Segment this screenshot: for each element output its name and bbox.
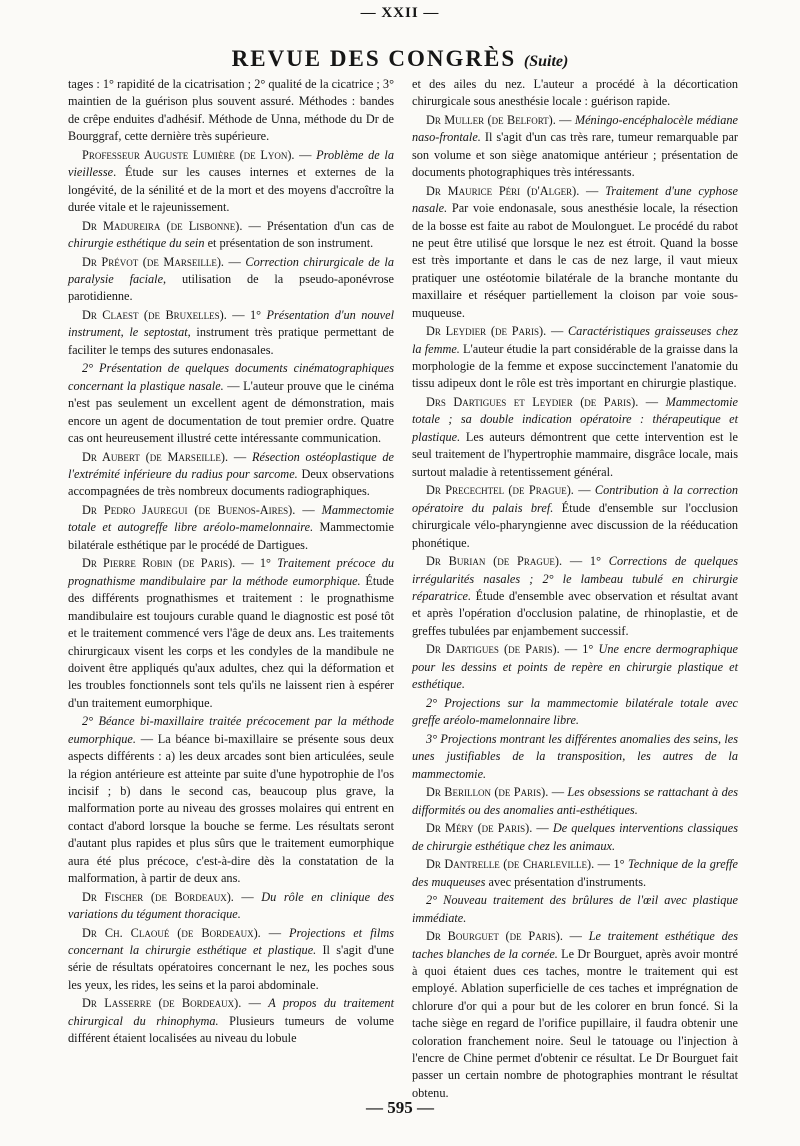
entry-text: et des ailes du nez. L'auteur a procédé à la décortication chirurgicale sous anesthésie locale : guérison rapide. [412,77,738,109]
entry-title: A propos du traitement chirurgical du rhinophyma. [68,996,394,1028]
left-column [68,76,394,1049]
entry-author: Dr Leydier (de Paris). — [426,324,568,339]
congress-entry [68,555,394,712]
entry-text: Plusieurs tumeurs de volume différent étaient localisées au niveau du lobule [68,1013,395,1046]
entry-text: Deux observations accompagnées de très nombreux documents radiographiques. [68,467,394,499]
congress-entry [412,76,738,111]
congress-entry [412,394,738,481]
entry-text: Présentation d'un cas de [266,218,394,233]
entry-title: Présentation d'un nouvel instrument, le septostat, [68,308,394,340]
entry-author: Dr Dartigues (de Paris). — 1° [426,642,599,657]
congress-entry [412,892,738,927]
entry-author: Dr Dantrelle (de Charleville). — 1° [426,857,629,872]
entry-text: tages : 1° rapidité de la cicatrisation ; 2° qualité de la cicatrice ; 3° maintien de la guérison plus souvent assuré. Méthodes : bandes de crêpe enduites d'adhésif. Méthode de Unna, méthode du Dr de Bourggraf, cette dernière très supérieure. [68,77,394,144]
entry-title: Traitement précoce du prognathisme mandibulaire par la méthode eumorphique. [68,556,394,588]
entry-author: Dr Aubert (de Marseille). — [82,449,252,464]
congress-entry [412,641,738,693]
entry-author: Drs Dartigues et Leydier (de Paris). — [426,395,666,410]
congress-entry [412,856,738,891]
congress-entry [68,502,394,554]
entry-title: De quelques interventions classiques de chirurgie esthétique chez les animaux. [412,821,738,853]
entry-author: Dr Precechtel (de Prague). — [426,483,595,498]
congress-entry [68,713,394,887]
entry-text: Mammectomie bilatérale esthétique par le procédé de Dartigues. [68,520,394,552]
entry-author: Dr Maurice Péri (d'Alger). — [426,183,606,198]
congress-entry [68,307,394,359]
page-title [0,45,800,76]
entry-title: Caractéristiques graisseuses chez la femme. [412,324,738,356]
entry-title: Problème de la vieillesse [68,147,394,180]
entry-author: Dr Pedro Jauregui (de Buenos-Aires). — [82,503,322,518]
congress-entry [412,820,738,855]
congress-entry [68,925,394,995]
congress-entry [68,889,394,924]
entry-author: Dr Claest (de Bruxelles). — 1° [82,308,267,323]
congress-entry [68,218,394,253]
entry-title: Une encre dermographique pour les dessins et points de repère en chirurgie plastique et esthétique. [412,642,738,692]
entry-text: instrument très pratique permettant de faciliter le temps des sutures endonasales. [68,325,395,357]
entry-text: , utilisation de la pseudo-aponévrose parotidienne. [68,272,394,304]
entry-text: avec présentation d'instruments. [485,874,647,889]
entry-title: 2° Nouveau traitement des brûlures de l'œil avec plastique immédiate. [412,893,738,925]
section-number: — XXII — [360,5,440,21]
entry-title: Méningo-encéphalocèle médiane naso-frontale. [412,113,738,145]
entry-text: Les auteurs démontrent que cette intervention est le seul traitement de l'hypertrophie mammaire, disgrâce locale, mais surtout maladie à retentissement général. [412,429,738,479]
entry-title: Traitement d'une cyphose nasale. [412,183,738,216]
entry-title: Du rôle en clinique des variations du tégument thoracique. [68,889,394,921]
congress-entry [68,995,394,1047]
entry-text: Il s'agit d'une série de résultats opératoires concernant le nez, les poches sous les yeux, les rides, les seins et la paroi abdominale. [68,942,394,992]
congress-entry [412,784,738,819]
entry-author: Professeur Auguste Lumière (de Lyon). — [82,147,317,162]
entry-title: Mammectomie totale ; sa double indication opératoire : thérapeutique et plastique. [412,395,738,444]
entry-text: — L'auteur prouve que le cinéma n'est pas seulement un excellent agent de démonstration, mais encore un agent de documentation de tout premier ordre. Quatre cas ont heureusement illustré cette intéressante communication. [68,378,394,446]
congress-entry [68,76,394,146]
entry-title: 2° Présentation de quelques documents cinématographiques concernant la plastique nasale. [68,361,394,393]
entry-text: Étude des différents prognathismes et traitement : le prognathisme mandibulaire est toujours curable quand le diagnostic est posé tôt et le traitement commencé vers l'âge de deux ans. Les traitements chirurgicaux visent les corps et les condyles de la mandibule ne doivent être appliqués qu'aux adultes, chez qui la déformation et les troubles fonctionnels sont tels qu'ils ne laissent rien à espérer d'un traitement eumorphique. [68,573,394,710]
entry-text: Il s'agit d'un cas très rare, tumeur remarquable par son volume et son siège anatomique antérieur ; présentation de documents photographiques très intéressants. [412,130,738,180]
entry-author: Dr Prévot (de Marseille). — [82,254,246,269]
title-main: REVUE DES CONGRÈS [231,46,517,71]
entry-title: chirurgie esthétique du sein [68,236,205,251]
entry-text: Étude d'ensemble avec observation et résultat avant et après l'opération d'occlusion palatine, de rhinoplastie, et de greffes tubulées par enjambement successif. [412,588,738,638]
entry-author: Dr Bourguet (de Paris). — [426,929,589,944]
entry-title: Les obsessions se rattachant à des difformités ou des anomalies anti-esthétiques. [412,785,738,817]
entry-title: Contribution à la correction opératoire du palais bref. [412,483,738,515]
entry-author: Dr Berillon (de Paris). — [426,785,568,800]
congress-entry [68,360,394,447]
congress-entry [412,553,738,640]
entry-title: 2° Béance bi-maxillaire traitée précocement par la méthode eumorphique. [68,714,394,746]
entry-text: Étude d'ensemble sur l'occlusion chirurgicale vélo-pharyngienne avec discussion de la rééducation phonétique. [412,500,738,550]
entry-author: Dr Burian (de Prague). — 1° [426,554,609,569]
congress-entry [68,254,394,306]
entry-text: L'auteur étudie la part considérable de la graisse dans la morphologie de la femme et expose succinctement l'anatomie du tissu adipeux dont le rôle est très important en chirurgie plastique. [412,341,738,391]
congress-entry [412,695,738,730]
right-column [412,76,738,1103]
page-number: — 595 — [366,1098,434,1117]
congress-entry [68,449,394,501]
entry-title: Technique de la greffe des muqueuses [412,857,739,889]
entry-author: Dr Lasserre (de Bordeaux). — [82,996,269,1011]
entry-title: Résection ostéoplastique de l'extrémité inférieure du radius pour sarcome. [68,449,394,482]
entry-author: Dr Muller (de Belfort). — [426,113,575,127]
entry-title: Corrections de quelques irrégularités nasales ; 2° le lambeau tubulé en chirurgie réparatrice. [412,554,738,603]
congress-entry [412,183,738,322]
entry-author: Dr Méry (de Paris). — [426,821,553,836]
congress-entry [412,323,738,393]
entry-author: Dr Pierre Robin (de Paris). — 1° [82,556,278,571]
congress-entry [412,482,738,552]
entry-author: Dr Ch. Claoué (de Bordeaux). — [82,925,289,940]
entry-title: 2° Projections sur la mammectomie bilatérale totale avec greffe aréolo-mamelonnaire libre. [412,695,738,728]
entry-title: Mammectomie totale et autogreffe libre aréolo-mamelonnaire. [68,503,394,535]
entry-title: Correction chirurgicale de la paralysie faciale [68,254,394,287]
title-suffix: (Suite) [523,53,569,70]
entry-text: Par voie endonasale, sous anesthésie locale, la résection de la bosse est faite au rabot de Moulonguet. Le procédé du rabot ne peut être utilisé que lorsque le nez est étroit. Quand la bosse est très importante et dans le cas de nez large, il vaut mieux pratiquer une ostéotomie bilatérale de la branche montante du maxillaire et réséquer partiellement la cloison par voie sous-muqueuse. [412,201,738,320]
congress-entry [412,928,738,1102]
entry-text: — La béance bi-maxillaire se présente sous deux aspects différents : a) les deux arcades sont bien articulées, seule la région antérieure est atteinte par suite d'une hypotrophie de l'os incisif ; b) dans le second cas, beaucoup plus grave, la malformation porte au niveau des grosses molaires qui entrent en contact d'abord lorsque la bouche se ferme. Les résultats seront d'autant plus rapides et plus sûrs que le traitement eumorphique aura été plus précoce, c'est-à-dire dès la constatation de la malformation, à partir de deux ans. [68,731,394,885]
entry-text: et présentation de son instrument. [204,236,374,251]
entry-text: Le Dr Bourguet, après avoir montré à quoi étaient dues ces taches, montre le traitement qui est employé. Ablation superficielle de ces taches et imprégnation de chlorure d'or qui a pour but de les colorer en brun foncé. Si la tache siège en regard de l'orifice pupillaire, il faudra obtenir une coloration franchement noire. Seul le tatouage ou l'injection à l'encre de Chine permet d'obtenir ce résultat. Le Dr Bourguet fait passer un certain nombre de photographies montrant le résultat obtenu. [412,946,738,1100]
entry-text: . Étude sur les causes internes et externes de la longévité, de la sénilité et de la mort et des moyens d'accroître la durée vitale et le rajeunissement. [68,165,394,215]
entry-title: Le traitement esthétique des taches blanches de la cornée. [412,929,738,961]
entry-title: 3° Projections montrant les différentes anomalies des seins, les unes justifiables de la transposition, les autres de la mammectomie. [412,731,738,781]
congress-entry [412,112,738,182]
congress-entry [68,147,394,217]
entry-title: Projections et films concernant la chirurgie esthétique et plastique. [68,925,394,957]
entry-author: Dr Madureira (de Lisbonne). — [82,218,267,233]
entry-author: Dr Fischer (de Bordeaux). — [82,889,262,904]
congress-entry [412,731,738,783]
